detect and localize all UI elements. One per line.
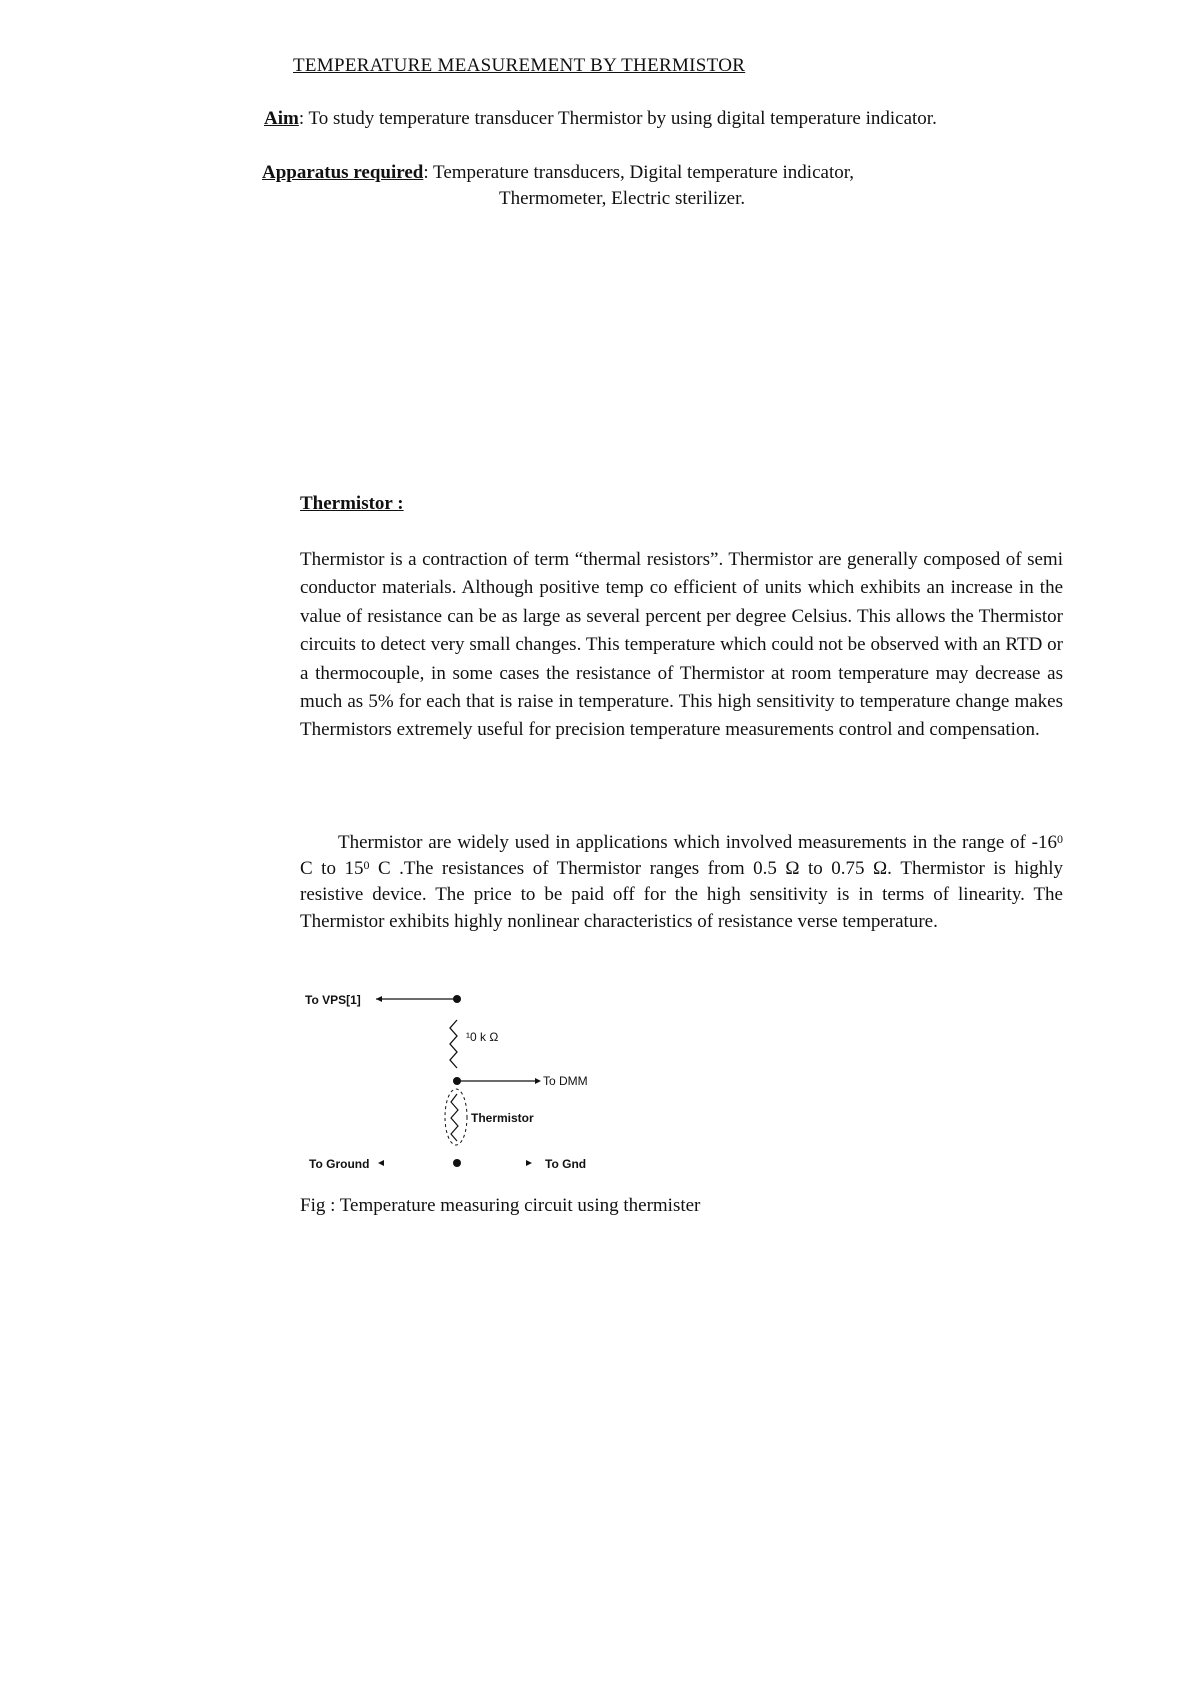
node-top [453,995,461,1003]
section-heading: Thermistor : [300,493,404,514]
aim-text: : To study temperature transducer Thermistor by using digital temperature indicator. [298,108,937,129]
thermistor-symbol [451,1094,458,1141]
arrow-dmm [535,1078,541,1084]
apparatus-label: Apparatus required [262,162,424,183]
page-title: TEMPERATURE MEASUREMENT BY THERMISTOR [293,55,746,76]
arrow-vps [376,996,382,1002]
arrow-ground [378,1160,384,1166]
thermistor-circuit-diagram [300,985,620,1175]
arrow-gnd [526,1160,532,1166]
label-thermistor: Thermistor [471,1111,534,1125]
apparatus-line [262,162,854,184]
aim-line [264,108,937,130]
apparatus-text-line2: Thermometer, Electric sterilizer. [499,188,746,209]
resistor-symbol [450,1020,457,1068]
paragraph-2-part2: C to 15 [300,858,364,880]
thermistor-body [445,1089,467,1145]
label-to-gnd: To Gnd [545,1157,587,1171]
node-bottom [453,1159,461,1167]
label-resistor-value: ¹0 k Ω [466,1030,499,1044]
paragraph-2-part3: C .The resistances of Thermistor ranges from 0.5 Ω to 0.75 Ω. Thermistor is highly resistive device. The price to be paid off for the high sensitivity is in terms of linearity. The Thermistor exhibits highly nonlinear characteristics of resistance verse temperature. [300,858,1063,932]
node-middle [453,1077,461,1085]
label-to-ground: To Ground [309,1157,370,1171]
apparatus-text-line1: : Temperature transducers, Digital temperature indicator, [423,162,855,183]
figure-caption: Fig : Temperature measuring circuit using thermister [300,1195,701,1216]
superscript-degree-2: 0 [363,858,370,873]
paragraph-1: Thermistor is a contraction of term “thermal resistors”. Thermistor are generally composed of semi conductor materials. Although positive temp co efficient of units which exhibits an increase in the value of resistance can be as large as several percent per degree Celsius. This allows the Thermistor circuits to detect very small changes. This temperature which could not be observed with an RTD or a thermocouple, in some cases the resistance of Thermistor at room temperature may decrease as much as 5% for each that is raise in temperature. This high sensitivity to temperature change makes Thermistors extremely useful for precision temperature measurements control and compensation. [300,549,1063,741]
paragraph-2 [300,830,1063,935]
label-to-dmm: To DMM [543,1074,588,1088]
label-to-vps: To VPS[1] [305,993,361,1007]
aim-label: Aim [264,108,299,129]
superscript-degree-1: 0 [1057,832,1063,846]
paragraph-2-part1: Thermistor are widely used in applications which involved measurements in the range of -16 [338,832,1057,853]
